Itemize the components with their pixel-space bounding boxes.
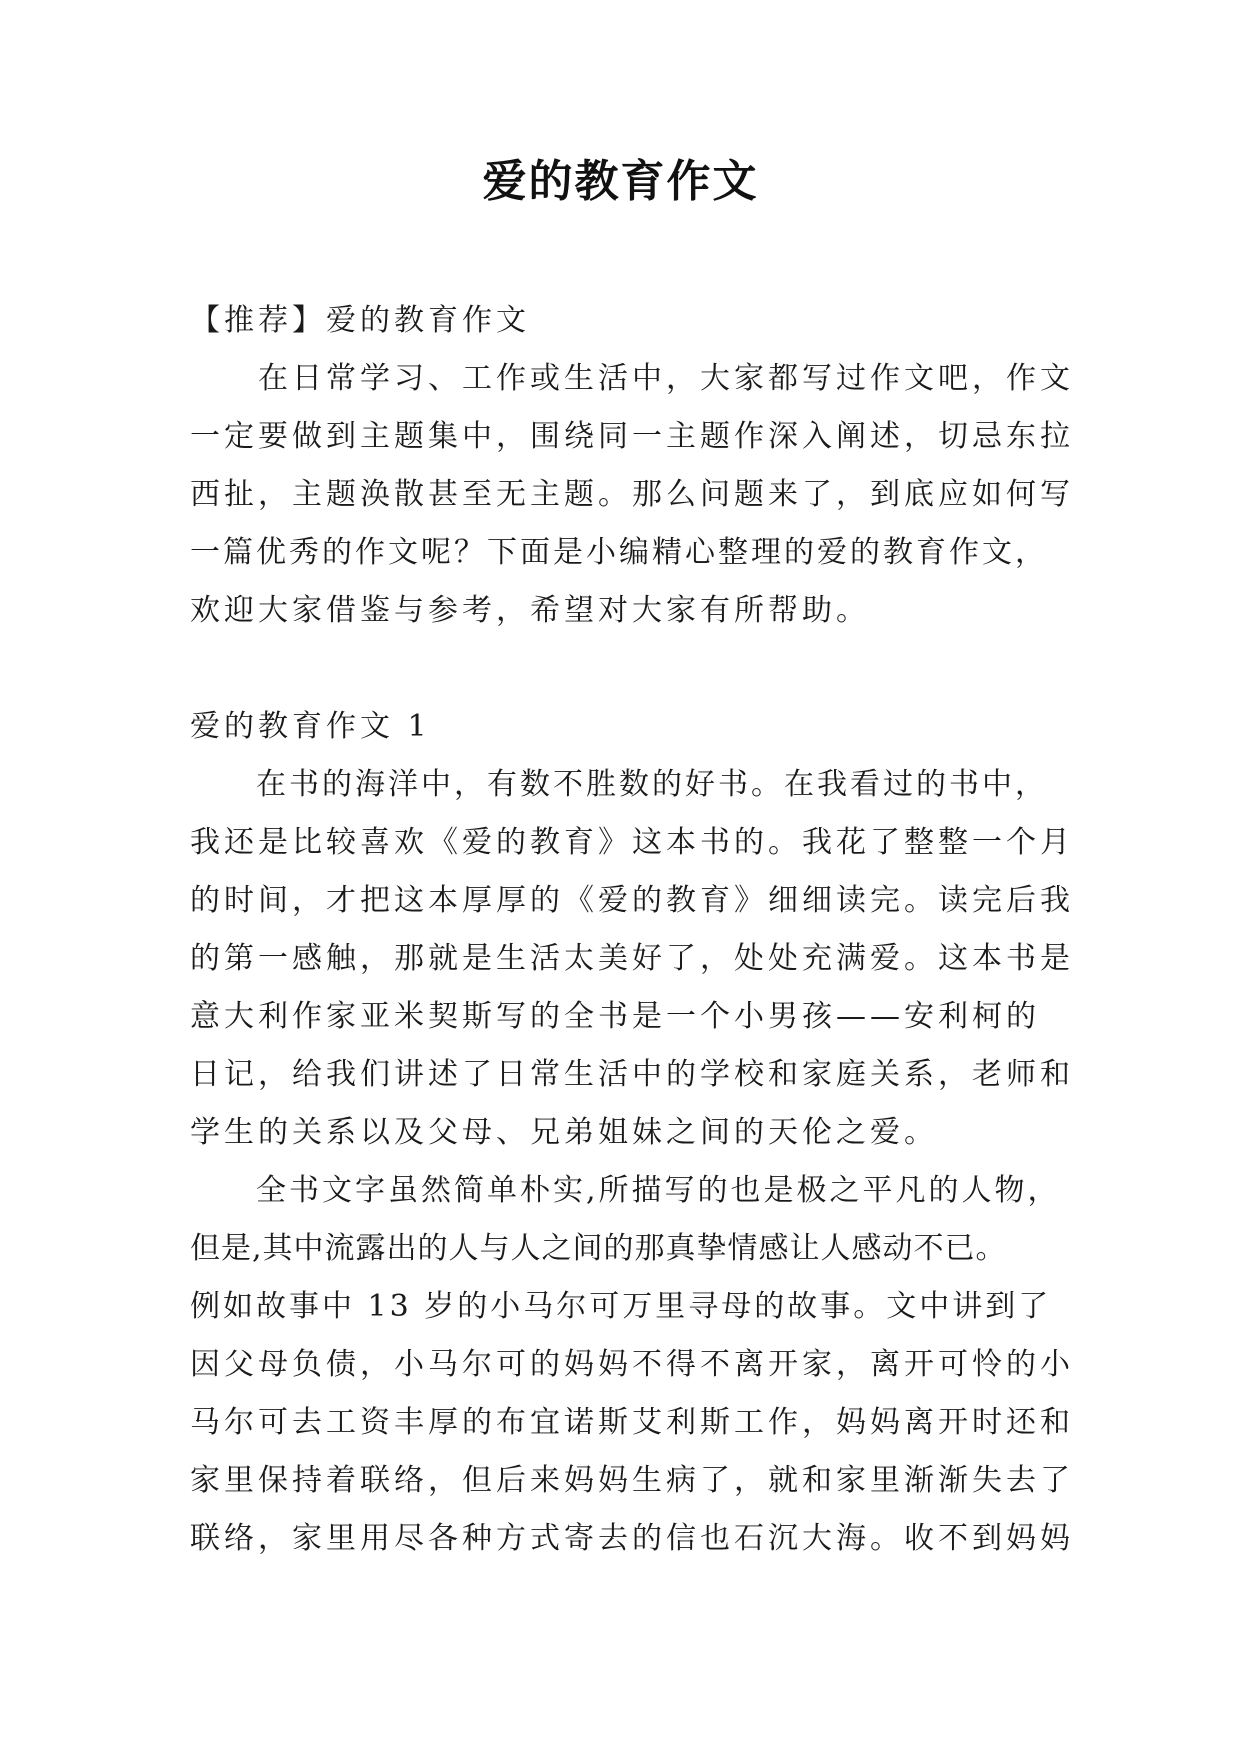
text-line: 一定要做到主题集中，围绕同一主题作深入阐述，切忌东拉 — [190, 419, 1074, 454]
text-line: 全书文字虽然简单朴实,所描写的也是极之平凡的人物， — [190, 1173, 1061, 1208]
document-title: 爱的教育作文 — [482, 156, 759, 207]
text-line: 一篇优秀的作文呢？下面是小编精心整理的爱的教育作文， — [190, 535, 1048, 570]
text-line: 学生的关系以及父母、兄弟姐妹之间的天伦之爱。 — [190, 1115, 938, 1150]
text-line: 因父母负债，小马尔可的妈妈不得不离开家，离开可怜的小 — [190, 1347, 1074, 1382]
text-line: 西扯，主题涣散甚至无主题。那么问题来了，到底应如何写 — [190, 477, 1074, 512]
text-line: 【推荐】爱的教育作文 — [190, 303, 530, 338]
text-line: 但是,其中流露出的人与人之间的那真挚情感让人感动不已。 — [190, 1231, 1007, 1266]
text-line: 的时间，才把这本厚厚的《爱的教育》细细读完。读完后我 — [190, 883, 1074, 918]
text-line: 家里保持着联络，但后来妈妈生病了，就和家里渐渐失去了 — [190, 1463, 1074, 1498]
text-line: 联络，家里用尽各种方式寄去的信也石沉大海。收不到妈妈 — [190, 1521, 1074, 1556]
text-line: 的第一感触，那就是生活太美好了，处处充满爱。这本书是 — [190, 941, 1074, 976]
text-line: 在日常学习、工作或生活中，大家都写过作文吧，作文 — [190, 361, 1074, 396]
section-heading: 爱的教育作文 1 — [190, 709, 431, 744]
text-line: 意大利作家亚米契斯写的全书是一个小男孩——安利柯的 — [190, 999, 1040, 1034]
blank-line — [190, 640, 1052, 698]
text-line: 例如故事中 13 岁的小马尔可万里寻母的故事。文中讲到了 — [190, 1289, 1052, 1324]
text-line: 欢迎大家借鉴与参考，希望对大家有所帮助。 — [190, 593, 870, 628]
text-line: 日记，给我们讲述了日常生活中的学校和家庭关系，老师和 — [190, 1057, 1074, 1092]
text-line: 我还是比较喜欢《爱的教育》这本书的。我花了整整一个月 — [190, 825, 1074, 860]
document-body — [190, 292, 1074, 1568]
text-line: 在书的海洋中，有数不胜数的好书。在我看过的书中， — [190, 767, 1048, 802]
text-line: 马尔可去工资丰厚的布宜诺斯艾利斯工作，妈妈离开时还和 — [190, 1405, 1074, 1440]
